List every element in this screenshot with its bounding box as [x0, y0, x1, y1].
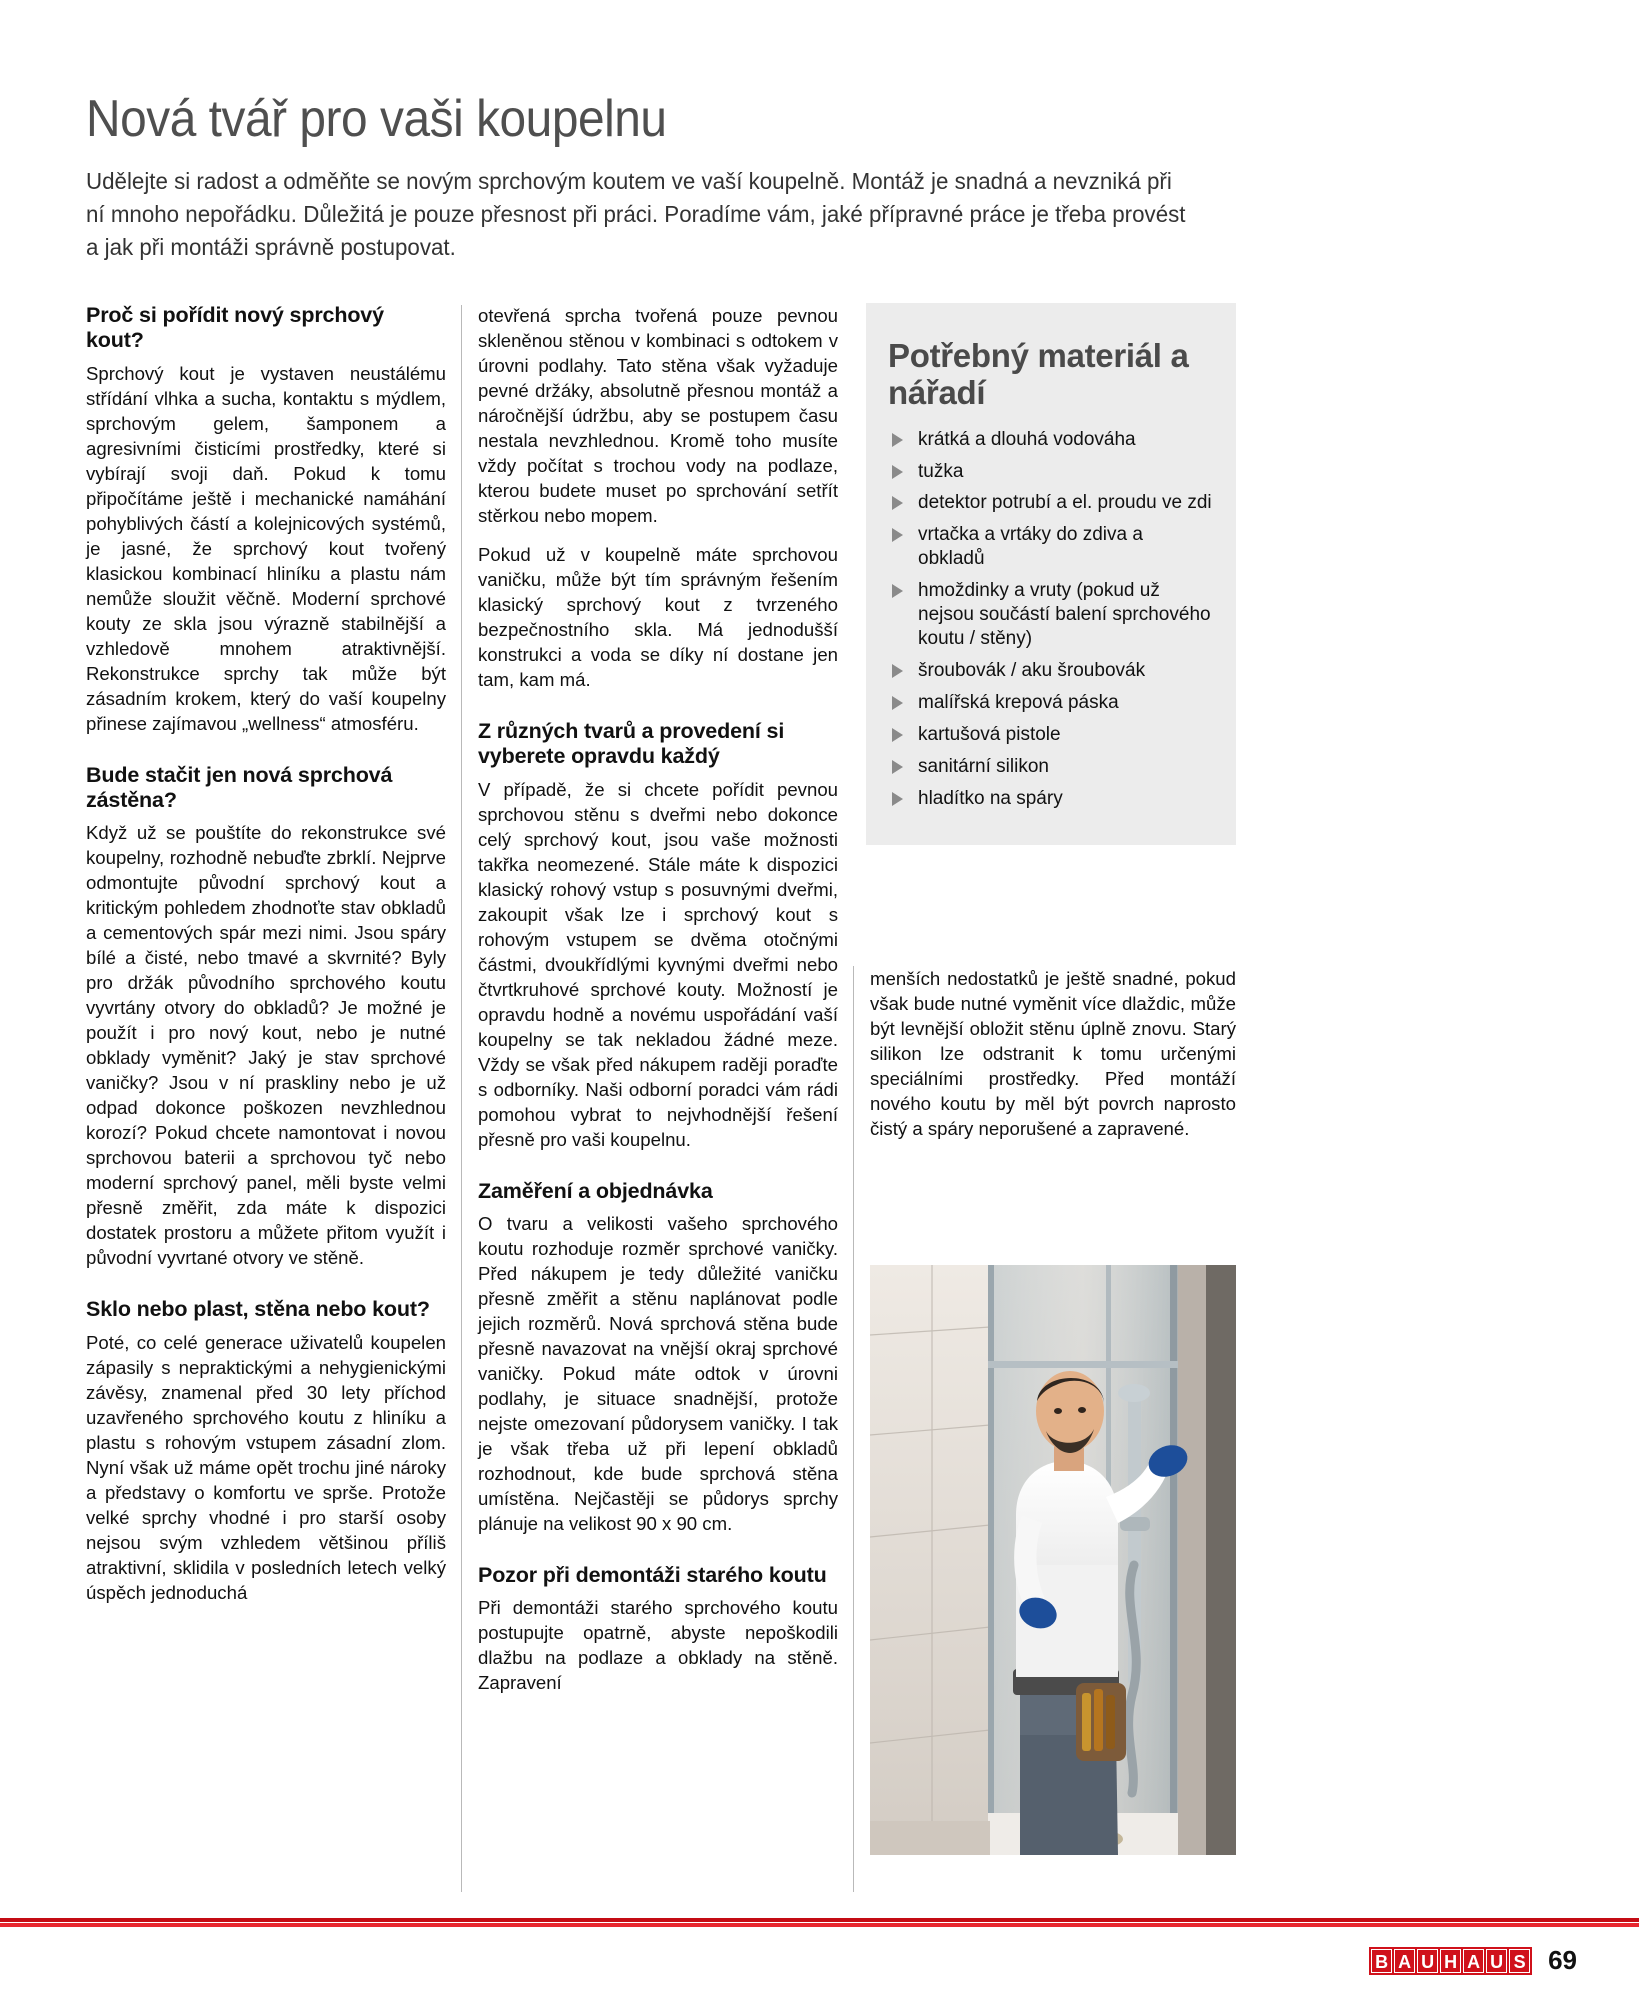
logo-letter: S — [1509, 1949, 1530, 1973]
logo-letter: A — [1394, 1949, 1415, 1973]
page-number: 69 — [1548, 1945, 1577, 1975]
page-title: Nová tvář pro vaši koupelnu — [86, 90, 667, 148]
paragraph-open-shower: otevřená sprcha tvořená pouze pevnou skleněnou stěnou v kombinaci s odtokem v úrovni podlahy. Tato stěna však vyžaduje pevné držáky, absolutně přesnou montáž a náročnější údržbu, aby se postupem času nestala nevzhlednou. Kromě toho musíte vždy počítat s trochou vody na podlaze, kterou budete muset po sprchování setřít stěrkou nebo mopem. — [478, 305, 838, 526]
materials-list — [888, 428, 1214, 811]
triangle-bullet-icon — [892, 696, 903, 710]
list-item-label: vrtačka a vrtáky do zdiva a obkladů — [918, 524, 1143, 570]
footer-red-rule — [0, 1918, 1639, 1927]
list-item-label: kartušová pistole — [918, 723, 1061, 745]
list-item — [888, 491, 1214, 515]
paragraph-measuring-and-order: O tvaru a velikosti vašeho sprchového koutu rozhoduje rozměr sprchové vaničky. Před nákupem je tedy důležité vaničku přesně změřit a stěnu naplánovat podle jejich rozměrů. Nová sprchová stěna bude přesně navazovat na vnější okraj sprchové vaničky. Pokud máte odtok v úrovni podlahy, je situace snadnější, protože nejste omezovaní půdorysem vaničky. I tak je však třeba už při lepení obkladů rozhodnout, kde bude sprchová stěna umístěna. Nejčastěji se půdorys sprchy plánuje na velikost 90 x 90 cm. — [478, 1213, 838, 1535]
list-item — [888, 723, 1214, 747]
list-item — [888, 691, 1214, 715]
list-item-label: krátká a dlouhá vodováha — [918, 428, 1136, 450]
list-item-label: tužka — [918, 460, 964, 482]
logo-letter: H — [1440, 1949, 1461, 1973]
list-item-label: šroubovák / aku šroubovák — [918, 660, 1146, 682]
materials-box-title: Potřebný materiál a nářadí — [888, 337, 1189, 412]
article-intro: Udělejte si radost a odměňte se novým sprchovým koutem ve vaší koupelně. Montáž je snadná a nevzniká při ní mnoho nepořádku. Důležitá je pouze přesnost při práci. Poradíme vám, jaké přípravné práce je třeba provést a jak při montáži správně postupovat. — [86, 167, 1186, 261]
triangle-bullet-icon — [892, 465, 903, 479]
text-column-1 — [86, 303, 446, 1605]
triangle-bullet-icon — [892, 433, 903, 447]
section-heading-shapes-and-designs: Z různých tvarů a provedení si vyberete opravdu každý — [478, 719, 785, 769]
bauhaus-logo — [1369, 1947, 1532, 1975]
paragraph-dismantling-warning: Při demontáži starého sprchového koutu postupujte opatrně, abyste nepoškodili dlažbu na podlaze a obklady na stěně. Zapravení — [478, 1597, 838, 1694]
shower-installation-photo — [870, 1265, 1236, 1855]
section-heading-glass-or-plastic: Sklo nebo plast, stěna nebo kout? — [86, 1297, 430, 1322]
paragraph-shower-tray: Pokud už v koupelně máte sprchovou vaničku, může být tím správným řešením klasický sprchový kout z tvrzeného bezpečnostního skla. Má jednodušší konstrukci a voda se díky ní dostane jen tam, kam má. — [478, 544, 838, 690]
column-divider-right — [853, 966, 854, 1892]
text-column-2 — [478, 303, 838, 1695]
column-divider-left — [461, 305, 462, 1892]
paragraph-why-new-shower: Sprchový kout je vystaven neustálému střídání vlhka a sucha, kontaktu s mýdlem, sprchovým gelem, šamponem a agresivními čisticími prostředky, které si vybírají svoji daň. Pokud k tomu připočítáme ještě i mechanické namáhání pohyblivých částí a kolejnicových systémů, je jasné, že sprchový kout tvořený klasickou kombinací hliníku a plastu nám nemůže sloužit věčně. Moderní sprchové kouty ze skla jsou výrazně stabilnější a vzhledově mnohem atraktivnější. Rekonstrukce sprchy tak může být zásadním krokem, který do vaší koupelny přinese zajímavou „wellness“ atmosféru. — [86, 362, 446, 734]
spacer — [86, 1284, 446, 1297]
logo-letter: U — [1417, 1949, 1438, 1973]
logo-letter: B — [1371, 1949, 1392, 1973]
triangle-bullet-icon — [892, 496, 903, 510]
list-item-label: hmoždinky a vruty (pokud už nejsou součástí balení sprchového koutu / stěny) — [918, 580, 1211, 650]
list-item — [888, 428, 1214, 452]
triangle-bullet-icon — [892, 792, 903, 806]
spacer — [478, 1550, 838, 1563]
triangle-bullet-icon — [892, 664, 903, 678]
article-body — [86, 303, 1236, 1893]
paragraph-glass-or-plastic: Poté, co celé generace uživatelů koupelen zápasily s nepraktickými a nehygienickými závěsy, znamenal před 30 lety příchod uzavřeného sprchového koutu z hliníku a plastu s rohovým vstupem zásadní zlom. Nyní však už máme opět trochu jiné nároky a představy o komfortu ve sprše. Protože velké sprchy vhodné i pro starší osoby nejsou svým vzhledem většinou příliš atraktivní, sklidila v posledních letech velký úspěch jednoduchá — [86, 1331, 446, 1603]
list-item — [888, 755, 1214, 779]
list-item-label: malířská krepová páska — [918, 692, 1119, 713]
list-item — [888, 787, 1214, 811]
triangle-bullet-icon — [892, 528, 903, 542]
list-item — [888, 659, 1214, 683]
triangle-bullet-icon — [892, 584, 903, 598]
spacer — [86, 750, 446, 763]
section-heading-why-new-shower: Proč si pořídit nový sprchový kout? — [86, 303, 384, 353]
article-header — [86, 92, 1186, 265]
text-column-3 — [870, 966, 1236, 1141]
paragraph-shower-screen: Když už se pouštíte do rekonstrukce své koupelny, rozhodně nebuďte zbrklí. Nejprve odmontujte původní sprchový kout a kritickým pohledem zhodnoťte stav obkladů a cementových spár mezi nimi. Jsou spáry bílé a čisté, nebo tmavé a skvrnité? Byly pro držák původního sprchového koutu vyvrtány otvory do obkladů? Je možné je použít i pro nový kout, nebo je nutné obklady vyměnit? Jaký je stav sprchové vaničky? Jsou v ní praskliny nebo je už odpad dokonce poškozen nevzhlednou korozí? Pokud chcete namontovat i novou sprchovou baterii a sprchovou tyč nebo moderní sprchový panel, měli byste velmi přesně změřit, zda máte k dispozici dostatek prostoru a můžete přitom využít i původní vyvrtané otvory ve stěně. — [86, 822, 446, 1269]
list-item-label: sanitární silikon — [918, 755, 1049, 777]
list-item — [888, 523, 1214, 571]
footer-branding — [1369, 1945, 1577, 1976]
spacer — [478, 1166, 838, 1179]
list-item-label: hladítko na spáry — [918, 787, 1063, 809]
list-item — [888, 579, 1214, 651]
logo-letter: A — [1463, 1949, 1484, 1973]
triangle-bullet-icon — [892, 760, 903, 774]
section-heading-measuring-and-order: Zaměření a objednávka — [478, 1178, 713, 1203]
spacer — [478, 706, 838, 719]
paragraph-surface-preparation: menších nedostatků je ještě snadné, pokud však bude nutné vyměnit více dlaždic, může být levnější obložit stěnu úplně znovu. Starý silikon lze odstranit k tomu určenými speciálními prostředky. Před montáží nového koutu by měl být povrch naprosto čistý a spáry neporušené a zapravené. — [870, 968, 1236, 1139]
logo-letter: U — [1486, 1949, 1507, 1973]
materials-sidebar-box — [866, 303, 1236, 845]
paragraph-shapes-and-designs: V případě, že si chcete pořídit pevnou sprchovou stěnu s dveřmi nebo dokonce celý sprchový kout, jsou vaše možnosti takřka neomezené. Stále máte k dispozici klasický rohový vstup s posuvnými dveřmi, zakoupit však lze i sprchový kout s rohovým vstupem se dvěma otočnými částmi, dvoukřídlými kyvnými dveřmi nebo čtvrtkruhové sprchové kouty. Možností je opravdu hodně a novému uspořádání vaší koupelny se tak nekladou žádné meze. Vždy se však před nákupem raději poraďte s odborníky. Naši odborní poradci vám rádi pomohou vybrat to nejvhodnější řešení přesně pro vaši koupelnu. — [478, 778, 838, 1150]
section-heading-dismantling-warning: Pozor při demontáži starého koutu — [478, 1563, 827, 1588]
triangle-bullet-icon — [892, 728, 903, 742]
photo-illustration — [870, 1265, 1236, 1855]
list-item — [888, 460, 1214, 484]
section-heading-shower-screen: Bude stačit jen nová sprchová zástěna? — [86, 762, 393, 813]
list-item-label: detektor potrubí a el. proudu ve zdi — [918, 492, 1212, 514]
